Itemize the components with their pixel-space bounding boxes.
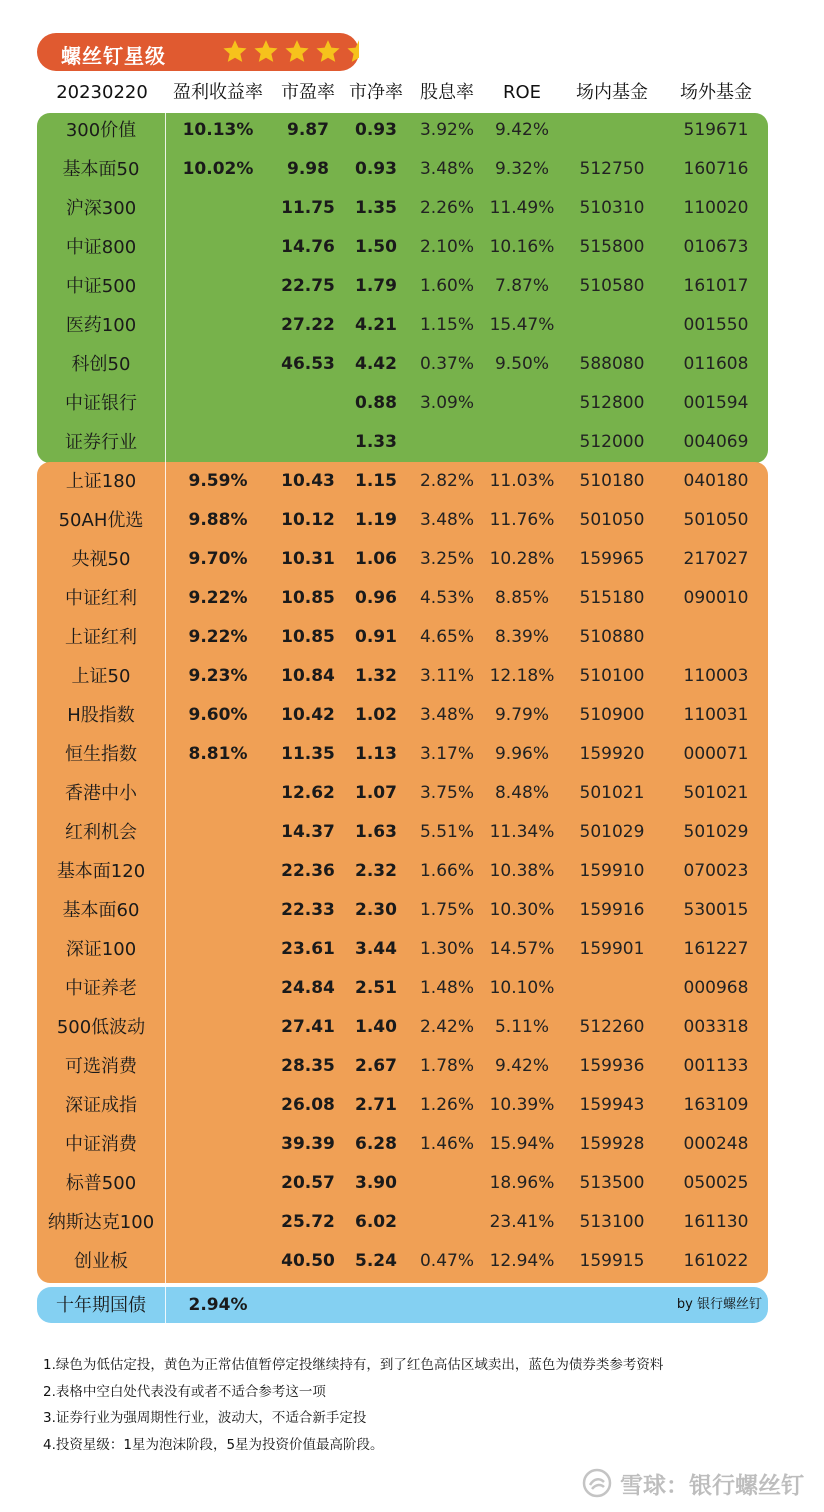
pb-ratio: 2.71 xyxy=(355,1095,397,1115)
pe-ratio: 10.43 xyxy=(281,471,335,491)
pe-ratio: 24.84 xyxy=(281,978,335,998)
header-pb: 市净率 xyxy=(349,82,403,103)
earnings-yield: 10.02% xyxy=(182,159,254,179)
index-name: 创业板 xyxy=(74,1251,128,1272)
onsite-fund-code: 588080 xyxy=(579,354,645,374)
earnings-yield: 9.59% xyxy=(188,471,248,491)
pe-ratio xyxy=(272,384,344,423)
roe: 23.41% xyxy=(489,1212,555,1232)
pb-ratio: 1.40 xyxy=(355,1017,397,1037)
onsite-fund-code: 510580 xyxy=(579,276,645,296)
onsite-fund-code xyxy=(566,306,658,345)
dividend-yield: 3.11% xyxy=(419,666,474,686)
earnings-yield xyxy=(170,384,266,423)
header-pe: 市盈率 xyxy=(281,82,335,103)
roe: 14.57% xyxy=(489,939,555,959)
earnings-yield xyxy=(170,423,266,462)
roe: 15.94% xyxy=(489,1134,555,1154)
header-date: 20230220 xyxy=(56,82,148,103)
offsite-fund-code: 000248 xyxy=(683,1134,749,1154)
roe: 5.11% xyxy=(494,1017,549,1037)
index-name: 中证消费 xyxy=(65,1134,137,1155)
dividend-yield: 1.66% xyxy=(419,861,474,881)
index-name: 深证100 xyxy=(65,939,137,960)
roe: 10.30% xyxy=(489,900,555,920)
index-name: H股指数 xyxy=(67,705,135,726)
roe xyxy=(484,423,560,462)
table-row xyxy=(0,345,824,384)
roe: 8.39% xyxy=(494,627,549,647)
table-row xyxy=(0,813,824,852)
pb-ratio: 0.91 xyxy=(355,627,397,647)
index-name: 基本面50 xyxy=(62,159,140,180)
roe: 12.94% xyxy=(489,1251,555,1271)
onsite-fund-code: 510900 xyxy=(579,705,645,725)
earnings-yield xyxy=(170,852,266,891)
pe-ratio: 14.37 xyxy=(281,822,335,842)
earnings-yield xyxy=(170,345,266,384)
offsite-fund-code: 110031 xyxy=(683,705,749,725)
onsite-fund-code: 512750 xyxy=(579,159,645,179)
pb-ratio: 0.93 xyxy=(355,159,397,179)
pe-ratio: 46.53 xyxy=(281,354,335,374)
dividend-yield: 0.47% xyxy=(419,1251,474,1271)
earnings-yield xyxy=(170,228,266,267)
onsite-fund-code: 513100 xyxy=(579,1212,645,1232)
earnings-yield xyxy=(170,813,266,852)
credit-text: by 银行螺丝钉 xyxy=(676,1297,762,1312)
onsite-fund-code: 501050 xyxy=(579,510,645,530)
earnings-yield xyxy=(170,774,266,813)
table-row xyxy=(0,384,824,423)
pb-ratio: 4.42 xyxy=(355,354,397,374)
offsite-fund-code: 161022 xyxy=(683,1251,749,1271)
table-row xyxy=(0,579,824,618)
note-3: 3.证券行业为强周期性行业，波动大，不适合新手定投 xyxy=(43,1410,367,1426)
onsite-fund-code: 159901 xyxy=(579,939,645,959)
table-row xyxy=(0,189,824,228)
header-offsite-fund: 场外基金 xyxy=(680,82,752,103)
offsite-fund-code: 530015 xyxy=(683,900,749,920)
index-name: 纳斯达克100 xyxy=(47,1212,155,1233)
earnings-yield xyxy=(170,1086,266,1125)
pe-ratio: 10.84 xyxy=(281,666,335,686)
table-row xyxy=(0,423,824,462)
table-row xyxy=(0,1008,824,1047)
offsite-fund-code: 160716 xyxy=(683,159,749,179)
table-row xyxy=(0,1164,824,1203)
header-roe: ROE xyxy=(502,82,542,103)
onsite-fund-code: 159920 xyxy=(579,744,645,764)
index-name: 中证养老 xyxy=(65,978,137,999)
earnings-yield xyxy=(170,930,266,969)
pb-ratio: 0.96 xyxy=(355,588,397,608)
dividend-yield: 4.53% xyxy=(419,588,474,608)
index-name: 中证银行 xyxy=(65,393,137,414)
rating-badge xyxy=(37,33,359,71)
index-name: 中证800 xyxy=(65,237,137,258)
header-onsite-fund: 场内基金 xyxy=(576,82,648,103)
header-earnings-yield: 盈利收益率 xyxy=(173,82,263,103)
note-2: 2.表格中空白处代表没有或者不适合参考这一项 xyxy=(43,1383,326,1400)
table-row xyxy=(0,657,824,696)
earnings-yield: 9.22% xyxy=(188,627,248,647)
note-4: 4.投资星级：1星为泡沫阶段，5星为投资价值最高阶段。 xyxy=(43,1436,384,1453)
roe: 9.42% xyxy=(494,120,549,140)
roe: 9.79% xyxy=(494,705,549,725)
onsite-fund-code: 515180 xyxy=(579,588,645,608)
pe-ratio: 11.75 xyxy=(281,198,335,218)
pe-ratio: 22.33 xyxy=(281,900,335,920)
dividend-yield: 2.10% xyxy=(419,237,474,257)
pb-ratio: 1.07 xyxy=(355,783,397,803)
earnings-yield: 9.60% xyxy=(188,705,248,725)
dividend-yield: 0.37% xyxy=(419,354,474,374)
dividend-yield: 2.42% xyxy=(419,1017,474,1037)
dividend-yield: 5.51% xyxy=(419,822,474,842)
pe-ratio: 27.22 xyxy=(281,315,335,335)
pe-ratio: 26.08 xyxy=(281,1095,335,1115)
onsite-fund-code: 159910 xyxy=(579,861,645,881)
offsite-fund-code: 161017 xyxy=(683,276,749,296)
roe: 11.49% xyxy=(489,198,555,218)
table-row xyxy=(0,228,824,267)
pe-ratio: 11.35 xyxy=(281,744,335,764)
index-name: 证券行业 xyxy=(65,432,137,453)
table-row xyxy=(0,462,824,501)
onsite-fund-code: 159916 xyxy=(579,900,645,920)
earnings-yield xyxy=(170,1125,266,1164)
note-1: 1.绿色为低估定投，黄色为正常估值暂停定投继续持有，到了红色高估区域卖出，蓝色为债券类参考资料 xyxy=(43,1357,664,1373)
earnings-yield xyxy=(170,1047,266,1086)
roe: 9.42% xyxy=(494,1056,549,1076)
table-row xyxy=(0,930,824,969)
pb-ratio: 1.79 xyxy=(355,276,397,296)
index-name: 上证50 xyxy=(71,666,131,687)
onsite-fund-code: 159936 xyxy=(579,1056,645,1076)
roe: 10.16% xyxy=(489,237,555,257)
index-name: 上证180 xyxy=(65,471,137,492)
pb-ratio: 2.67 xyxy=(355,1056,397,1076)
pe-ratio: 10.12 xyxy=(281,510,335,530)
roe: 10.39% xyxy=(489,1095,555,1115)
pb-ratio: 0.93 xyxy=(355,120,397,140)
star-icon xyxy=(314,38,342,66)
index-name: 上证红利 xyxy=(65,627,137,648)
index-name: 50AH优选 xyxy=(58,510,144,531)
table-row xyxy=(0,1125,824,1164)
offsite-fund-code: 001550 xyxy=(683,315,749,335)
pe-ratio: 22.75 xyxy=(281,276,335,296)
star-icon xyxy=(252,38,280,66)
pe-ratio: 10.42 xyxy=(281,705,335,725)
offsite-fund-code: 000071 xyxy=(683,744,749,764)
table-row xyxy=(0,306,824,345)
earnings-yield: 9.23% xyxy=(188,666,248,686)
index-name: 央视50 xyxy=(71,549,131,570)
index-name: 300价值 xyxy=(65,120,137,141)
star-icon xyxy=(283,38,311,66)
dividend-yield: 3.48% xyxy=(419,510,474,530)
pb-ratio: 2.30 xyxy=(355,900,397,920)
index-name: 500低波动 xyxy=(56,1017,146,1038)
dividend-yield xyxy=(412,1164,482,1203)
table-row xyxy=(0,111,824,150)
dividend-yield: 1.30% xyxy=(419,939,474,959)
pb-ratio: 2.32 xyxy=(355,861,397,881)
offsite-fund-code: 070023 xyxy=(683,861,749,881)
onsite-fund-code: 512000 xyxy=(579,432,645,452)
table-row xyxy=(0,618,824,657)
offsite-fund-code xyxy=(670,618,762,657)
table-row xyxy=(0,1047,824,1086)
table-row xyxy=(0,540,824,579)
star-icon xyxy=(345,38,373,66)
offsite-fund-code: 003318 xyxy=(683,1017,749,1037)
pb-ratio: 1.19 xyxy=(355,510,397,530)
earnings-yield xyxy=(170,1203,266,1242)
onsite-fund-code: 510880 xyxy=(579,627,645,647)
pb-ratio: 1.15 xyxy=(355,471,397,491)
dividend-yield: 3.25% xyxy=(419,549,474,569)
header-dividend: 股息率 xyxy=(420,82,474,103)
offsite-fund-code: 040180 xyxy=(683,471,749,491)
earnings-yield xyxy=(170,1242,266,1281)
dividend-yield: 2.82% xyxy=(419,471,474,491)
offsite-fund-code: 110020 xyxy=(683,198,749,218)
index-name: 中证红利 xyxy=(65,588,137,609)
onsite-fund-code: 501029 xyxy=(579,822,645,842)
table-row xyxy=(0,891,824,930)
onsite-fund-code xyxy=(566,111,658,150)
index-name: 香港中小 xyxy=(65,783,137,804)
roe: 8.85% xyxy=(494,588,549,608)
pe-ratio: 23.61 xyxy=(281,939,335,959)
snowball-logo-icon xyxy=(582,1468,612,1498)
earnings-yield xyxy=(170,1008,266,1047)
onsite-fund-code: 159965 xyxy=(579,549,645,569)
roe: 9.50% xyxy=(494,354,549,374)
pb-ratio: 5.24 xyxy=(355,1251,397,1271)
dividend-yield: 3.17% xyxy=(419,744,474,764)
dividend-yield: 1.48% xyxy=(419,978,474,998)
earnings-yield: 9.70% xyxy=(188,549,248,569)
dividend-yield xyxy=(412,423,482,462)
pe-ratio: 22.36 xyxy=(281,861,335,881)
watermark xyxy=(582,1466,804,1500)
index-name: 医药100 xyxy=(65,315,137,336)
earnings-yield xyxy=(170,1164,266,1203)
index-name: 红利机会 xyxy=(65,822,137,843)
offsite-fund-code: 217027 xyxy=(683,549,749,569)
pe-ratio: 25.72 xyxy=(281,1212,335,1232)
badge-title: 螺丝钉星级 xyxy=(61,44,166,68)
earnings-yield: 10.13% xyxy=(182,120,254,140)
table-row xyxy=(0,735,824,774)
table-row xyxy=(0,501,824,540)
pb-ratio: 1.02 xyxy=(355,705,397,725)
index-name: 恒生指数 xyxy=(65,744,137,765)
index-name: 科创50 xyxy=(71,354,131,375)
offsite-fund-code: 001133 xyxy=(683,1056,749,1076)
pb-ratio: 1.33 xyxy=(355,432,397,452)
onsite-fund-code: 159928 xyxy=(579,1134,645,1154)
onsite-fund-code: 501021 xyxy=(579,783,645,803)
table-row xyxy=(0,1086,824,1125)
watermark-text: 雪球：银行螺丝钉 xyxy=(620,1472,804,1499)
offsite-fund-code: 161130 xyxy=(683,1212,749,1232)
table-row xyxy=(0,1203,824,1242)
table-row xyxy=(0,774,824,813)
dividend-yield: 3.09% xyxy=(419,393,474,413)
dividend-yield: 1.46% xyxy=(419,1134,474,1154)
bond-name: 十年期国债 xyxy=(56,1295,146,1316)
offsite-fund-code: 501021 xyxy=(683,783,749,803)
index-name: 深证成指 xyxy=(65,1095,137,1116)
pb-ratio: 3.44 xyxy=(355,939,397,959)
table-row xyxy=(0,150,824,189)
pb-ratio: 4.21 xyxy=(355,315,397,335)
pe-ratio xyxy=(272,423,344,462)
star-rating xyxy=(221,38,373,66)
roe: 11.34% xyxy=(489,822,555,842)
pe-ratio: 39.39 xyxy=(281,1134,335,1154)
offsite-fund-code: 161227 xyxy=(683,939,749,959)
onsite-fund-code: 512260 xyxy=(579,1017,645,1037)
pe-ratio: 27.41 xyxy=(281,1017,335,1037)
pb-ratio: 0.88 xyxy=(355,393,397,413)
dividend-yield: 3.92% xyxy=(419,120,474,140)
earnings-yield: 9.88% xyxy=(188,510,248,530)
star-icon xyxy=(221,38,249,66)
onsite-fund-code: 510100 xyxy=(579,666,645,686)
table-row xyxy=(0,267,824,306)
pb-ratio: 1.63 xyxy=(355,822,397,842)
pe-ratio: 10.85 xyxy=(281,627,335,647)
pe-ratio: 12.62 xyxy=(281,783,335,803)
onsite-fund-code: 510310 xyxy=(579,198,645,218)
onsite-fund-code: 515800 xyxy=(579,237,645,257)
onsite-fund-code: 159943 xyxy=(579,1095,645,1115)
onsite-fund-code: 159915 xyxy=(579,1251,645,1271)
index-name: 标普500 xyxy=(65,1173,137,1194)
index-name: 可选消费 xyxy=(65,1056,137,1077)
roe: 9.32% xyxy=(494,159,549,179)
offsite-fund-code: 011608 xyxy=(683,354,749,374)
offsite-fund-code: 090010 xyxy=(683,588,749,608)
offsite-fund-code: 501050 xyxy=(683,510,749,530)
pe-ratio: 10.85 xyxy=(281,588,335,608)
pe-ratio: 10.31 xyxy=(281,549,335,569)
table-row xyxy=(0,969,824,1008)
roe: 15.47% xyxy=(489,315,555,335)
offsite-fund-code: 010673 xyxy=(683,237,749,257)
roe xyxy=(484,384,560,423)
offsite-fund-code: 001594 xyxy=(683,393,749,413)
pb-ratio: 1.32 xyxy=(355,666,397,686)
dividend-yield xyxy=(412,1203,482,1242)
roe: 18.96% xyxy=(489,1173,555,1193)
table-row xyxy=(0,852,824,891)
dividend-yield: 3.48% xyxy=(419,159,474,179)
roe: 12.18% xyxy=(489,666,555,686)
dividend-yield: 4.65% xyxy=(419,627,474,647)
pb-ratio: 1.50 xyxy=(355,237,397,257)
bond-yield: 2.94% xyxy=(188,1295,248,1315)
dividend-yield: 3.75% xyxy=(419,783,474,803)
pb-ratio: 6.28 xyxy=(355,1134,397,1154)
onsite-fund-code xyxy=(566,969,658,1008)
pe-ratio: 14.76 xyxy=(281,237,335,257)
earnings-yield xyxy=(170,189,266,228)
earnings-yield: 8.81% xyxy=(188,744,248,764)
dividend-yield: 1.15% xyxy=(419,315,474,335)
roe: 8.48% xyxy=(494,783,549,803)
offsite-fund-code: 050025 xyxy=(683,1173,749,1193)
index-name: 中证500 xyxy=(65,276,137,297)
dividend-yield: 1.75% xyxy=(419,900,474,920)
pb-ratio: 1.35 xyxy=(355,198,397,218)
offsite-fund-code: 501029 xyxy=(683,822,749,842)
offsite-fund-code: 000968 xyxy=(683,978,749,998)
earnings-yield xyxy=(170,891,266,930)
pb-ratio: 2.51 xyxy=(355,978,397,998)
pb-ratio: 1.13 xyxy=(355,744,397,764)
offsite-fund-code: 110003 xyxy=(683,666,749,686)
roe: 10.10% xyxy=(489,978,555,998)
index-name: 基本面120 xyxy=(56,861,146,882)
index-name: 沪深300 xyxy=(65,198,137,219)
table-row xyxy=(0,1242,824,1281)
roe: 10.28% xyxy=(489,549,555,569)
notes xyxy=(43,1352,663,1458)
roe: 7.87% xyxy=(494,276,549,296)
pe-ratio: 28.35 xyxy=(281,1056,335,1076)
earnings-yield xyxy=(170,267,266,306)
pb-ratio: 3.90 xyxy=(355,1173,397,1193)
earnings-yield xyxy=(170,306,266,345)
onsite-fund-code: 513500 xyxy=(579,1173,645,1193)
onsite-fund-code: 510180 xyxy=(579,471,645,491)
pb-ratio: 6.02 xyxy=(355,1212,397,1232)
table-row xyxy=(0,696,824,735)
dividend-yield: 1.60% xyxy=(419,276,474,296)
dividend-yield: 2.26% xyxy=(419,198,474,218)
dividend-yield: 1.78% xyxy=(419,1056,474,1076)
offsite-fund-code: 163109 xyxy=(683,1095,749,1115)
index-name: 基本面60 xyxy=(62,900,140,921)
roe: 11.76% xyxy=(489,510,555,530)
offsite-fund-code: 004069 xyxy=(683,432,749,452)
roe: 9.96% xyxy=(494,744,549,764)
earnings-yield: 9.22% xyxy=(188,588,248,608)
dividend-yield: 1.26% xyxy=(419,1095,474,1115)
roe: 10.38% xyxy=(489,861,555,881)
roe: 11.03% xyxy=(489,471,555,491)
pe-ratio: 20.57 xyxy=(281,1173,335,1193)
offsite-fund-code: 519671 xyxy=(683,120,749,140)
pe-ratio: 9.87 xyxy=(287,120,329,140)
dividend-yield: 3.48% xyxy=(419,705,474,725)
onsite-fund-code: 512800 xyxy=(579,393,645,413)
pe-ratio: 40.50 xyxy=(281,1251,335,1271)
earnings-yield xyxy=(170,969,266,1008)
pe-ratio: 9.98 xyxy=(287,159,329,179)
pb-ratio: 1.06 xyxy=(355,549,397,569)
